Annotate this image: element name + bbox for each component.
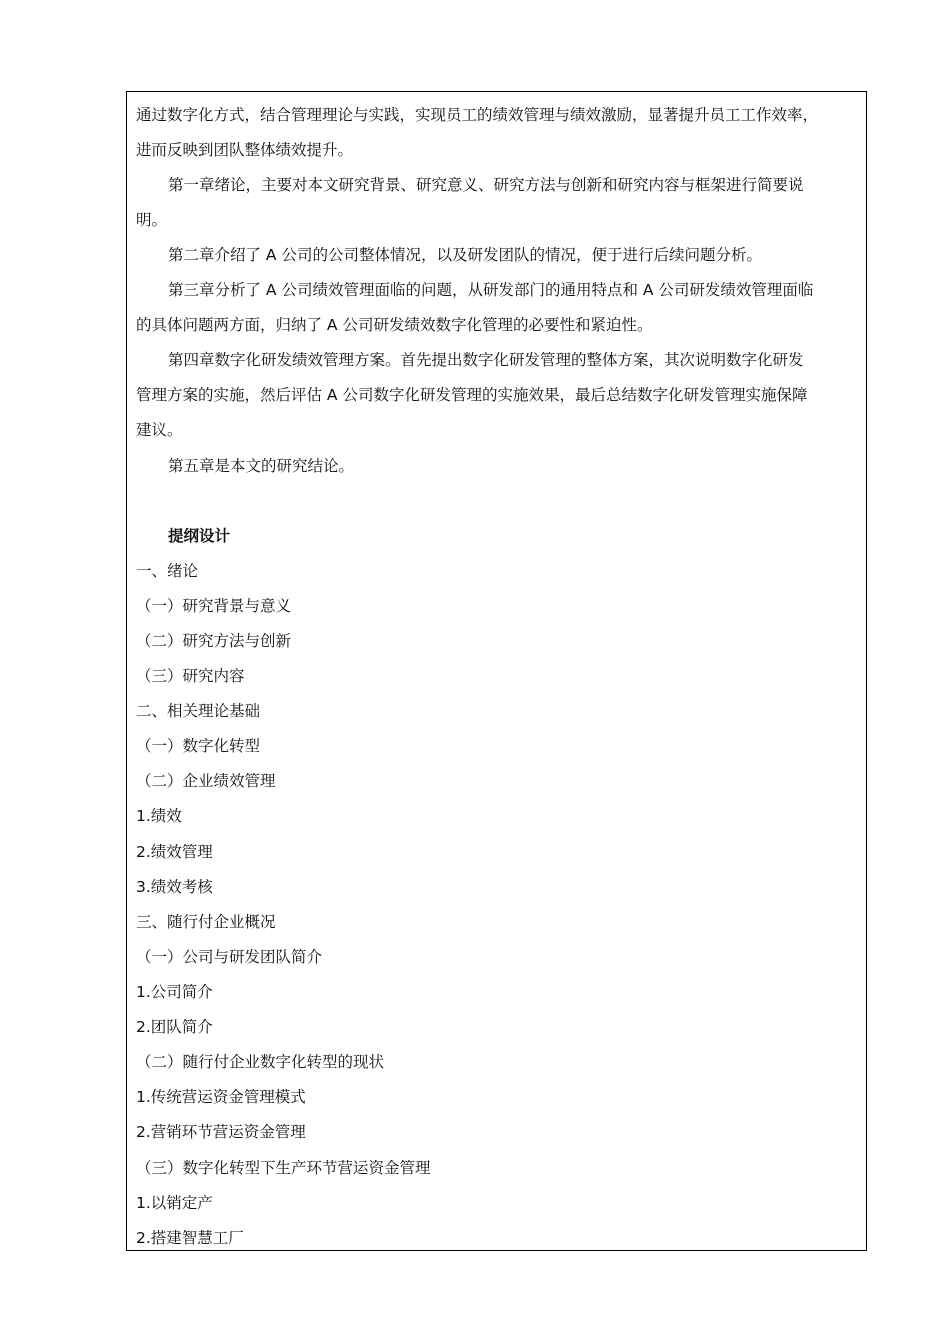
outline-item: 3.绩效考核 xyxy=(136,878,213,896)
outline-item: 1.传统营运资金管理模式 xyxy=(136,1088,306,1106)
paragraph-line: 管理方案的实施，然后评估 A 公司数字化研发管理的实施效果，最后总结数字化研发管理实施保障 xyxy=(136,386,808,404)
outline-item: 一、绪论 xyxy=(136,562,199,580)
outline-item: （三）研究内容 xyxy=(136,667,245,685)
paragraph-line: 通过数字化方式，结合管理理论与实践，实现员工的绩效管理与绩效激励，显著提升员工工作效率， xyxy=(136,106,819,124)
outline-item: 1.绩效 xyxy=(136,807,182,825)
outline-item: 2.团队简介 xyxy=(136,1018,213,1036)
paragraph-line: 的具体问题两方面，归纳了 A 公司研发绩效数字化管理的必要性和紧迫性。 xyxy=(136,316,653,334)
paragraph-line: 第三章分析了 A 公司绩效管理面临的问题，从研发部门的通用特点和 A 公司研发绩效管理面临 xyxy=(168,281,814,299)
outline-item: （一）数字化转型 xyxy=(136,737,261,755)
outline-item: 1.以销定产 xyxy=(136,1194,213,1212)
outline-item: （二）研究方法与创新 xyxy=(136,632,292,650)
paragraph-line: 明。 xyxy=(136,211,168,229)
paragraph-line: 第五章是本文的研究结论。 xyxy=(168,457,355,475)
outline-item: 2.绩效管理 xyxy=(136,843,213,861)
outline-heading: 提纲设计 xyxy=(168,527,231,545)
outline-item: 二、相关理论基础 xyxy=(136,702,261,720)
paragraph-line: 第一章绪论，主要对本文研究背景、研究意义、研究方法与创新和研究内容与框架进行简要说 xyxy=(168,176,804,194)
outline-item: 1.公司简介 xyxy=(136,983,213,1001)
outline-item: 2.搭建智慧工厂 xyxy=(136,1229,244,1247)
outline-item: （一）研究背景与意义 xyxy=(136,597,292,615)
outline-item: （二）随行付企业数字化转型的现状 xyxy=(136,1053,385,1071)
paragraph-line: 第二章介绍了 A 公司的公司整体情况，以及研发团队的情况，便于进行后续问题分析。 xyxy=(168,246,762,264)
outline-item: （二）企业绩效管理 xyxy=(136,772,276,790)
outline-item: （三）数字化转型下生产环节营运资金管理 xyxy=(136,1159,431,1177)
paragraph-line: 建议。 xyxy=(136,421,183,439)
outline-item: 2.营销环节营运资金管理 xyxy=(136,1123,306,1141)
paragraph-line: 第四章数字化研发绩效管理方案。首先提出数字化研发管理的整体方案，其次说明数字化研发 xyxy=(168,351,804,369)
outline-item: 三、随行付企业概况 xyxy=(136,913,276,931)
paragraph-line: 进而反映到团队整体绩效提升。 xyxy=(136,141,354,159)
outline-item: （一）公司与研发团队简介 xyxy=(136,948,323,966)
